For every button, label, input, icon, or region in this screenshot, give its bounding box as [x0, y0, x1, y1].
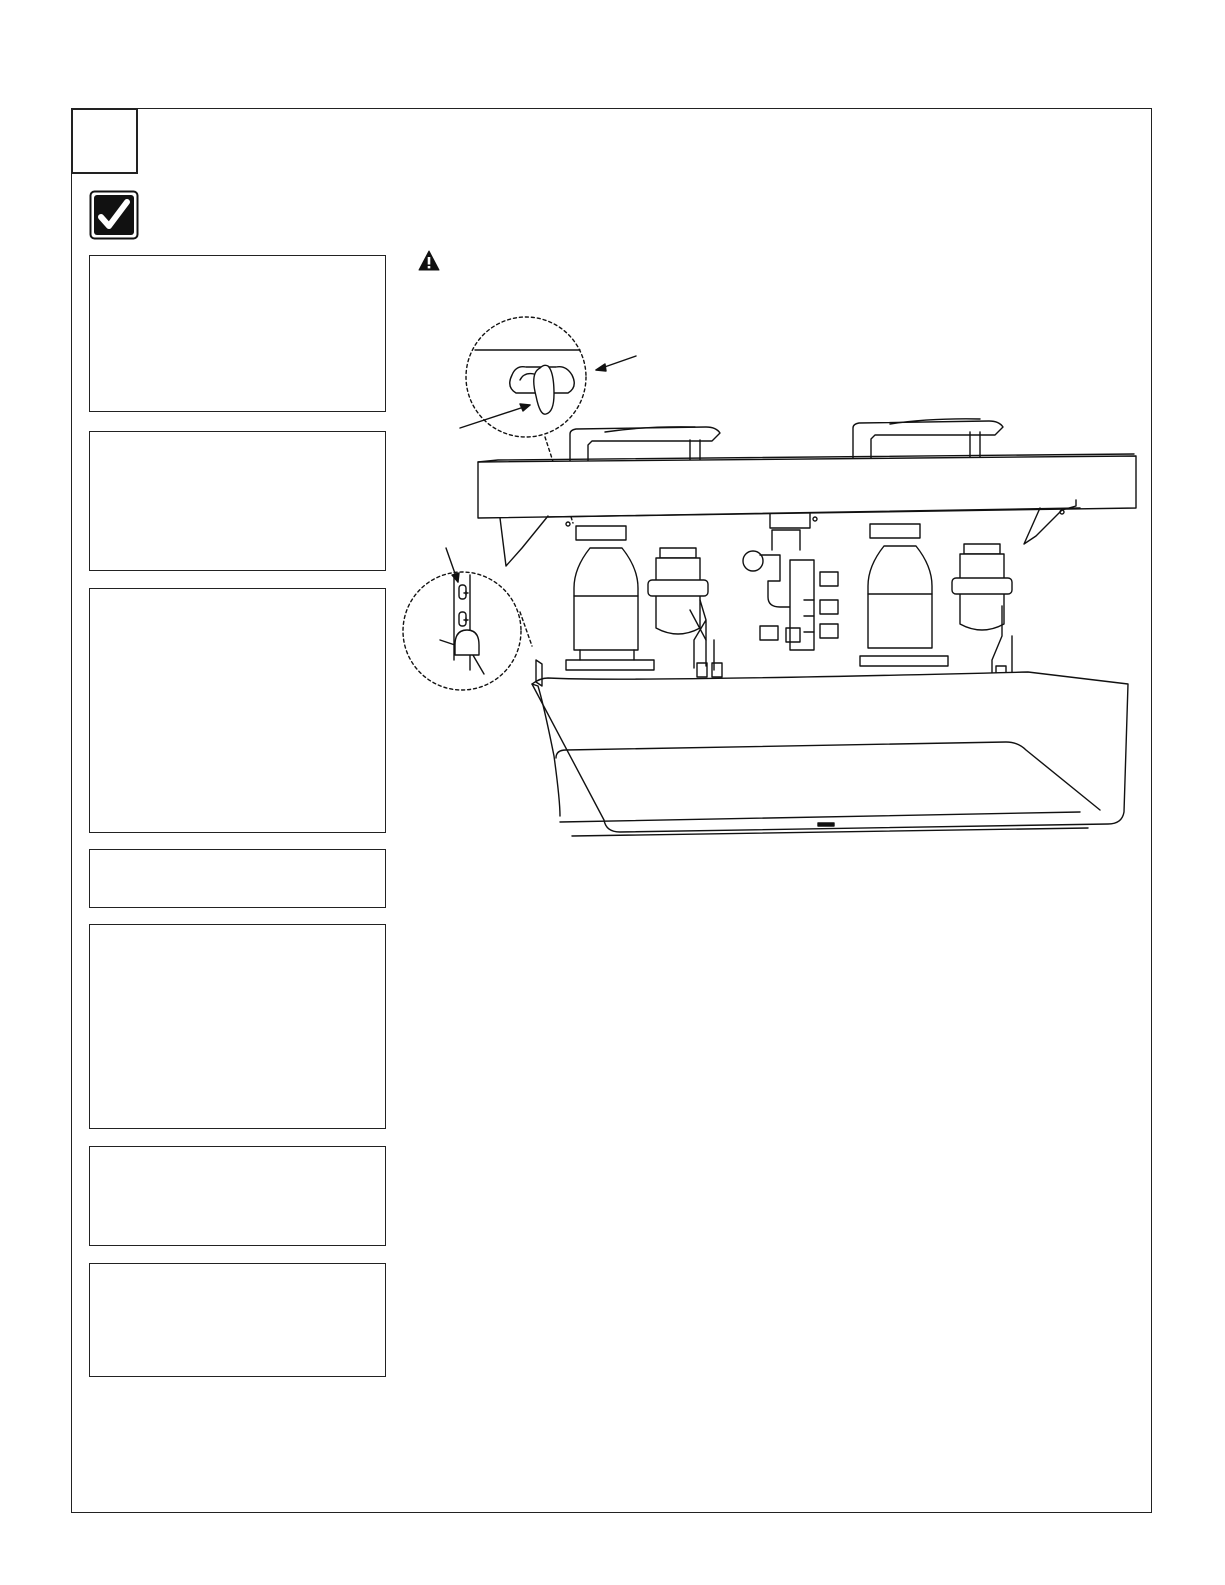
right-filter — [952, 544, 1012, 686]
note-box-6 — [89, 1146, 386, 1246]
bottom-shroud — [532, 660, 1128, 836]
detail-callout-left — [403, 548, 532, 690]
sink-basin-assembly-illustration — [395, 310, 1155, 840]
note-box-1 — [89, 255, 386, 412]
note-box-5 — [89, 924, 386, 1129]
note-box-2 — [89, 431, 386, 571]
step-number-box — [71, 108, 138, 174]
note-box-7 — [89, 1263, 386, 1377]
center-plumbing — [743, 530, 838, 650]
countertop — [478, 454, 1136, 566]
left-tank — [566, 526, 654, 670]
right-faucet — [853, 419, 1003, 461]
right-tank — [860, 524, 948, 666]
checkbox-check-icon — [89, 190, 139, 240]
warning-triangle-icon — [418, 250, 440, 271]
note-box-4 — [89, 849, 386, 908]
note-box-3 — [89, 588, 386, 833]
left-filter — [648, 548, 722, 677]
